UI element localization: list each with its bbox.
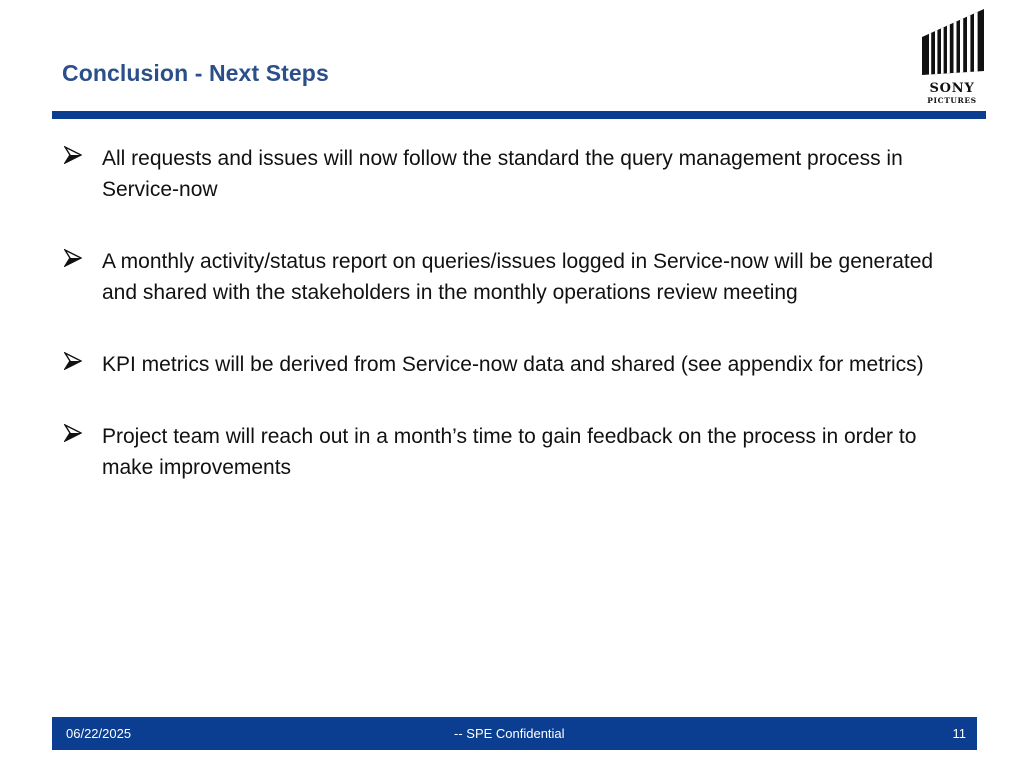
- footer-confidential: -- SPE Confidential: [454, 726, 565, 741]
- bullet-text: Project team will reach out in a month’s time to gain feedback on the process in order to make improvements: [102, 425, 917, 479]
- slide-footer: [52, 717, 977, 750]
- sony-pictures-logo: [920, 9, 986, 105]
- bullet-item: [62, 143, 942, 205]
- arrowhead-bullet-icon: [64, 424, 82, 442]
- bullet-list: [62, 143, 942, 483]
- logo-emblem-icon: [920, 9, 986, 79]
- bullet-item: [62, 421, 942, 483]
- logo-wordmark-pictures: PICTURES: [927, 96, 977, 105]
- arrowhead-bullet-icon: [64, 249, 82, 267]
- bullet-item: [62, 349, 942, 380]
- bullet-text: A monthly activity/status report on queries/issues logged in Service-now will be generated and shared with the stakeholders in the monthly operations review meeting: [102, 250, 934, 304]
- slide-title: Conclusion - Next Steps: [62, 60, 329, 86]
- bullet-text: KPI metrics will be derived from Service-now data and shared (see appendix for metrics): [102, 353, 924, 376]
- footer-date: 06/22/2025: [66, 726, 132, 741]
- bullet-text: All requests and issues will now follow the standard the query management process in Service-now: [102, 147, 903, 201]
- logo-wordmark-sony: SONY: [929, 81, 975, 96]
- footer-page-number: 11: [952, 726, 966, 741]
- bullet-item: [62, 246, 942, 308]
- arrowhead-bullet-icon: [64, 352, 82, 370]
- arrowhead-bullet-icon: [64, 146, 82, 164]
- title-divider-bar: [52, 111, 986, 119]
